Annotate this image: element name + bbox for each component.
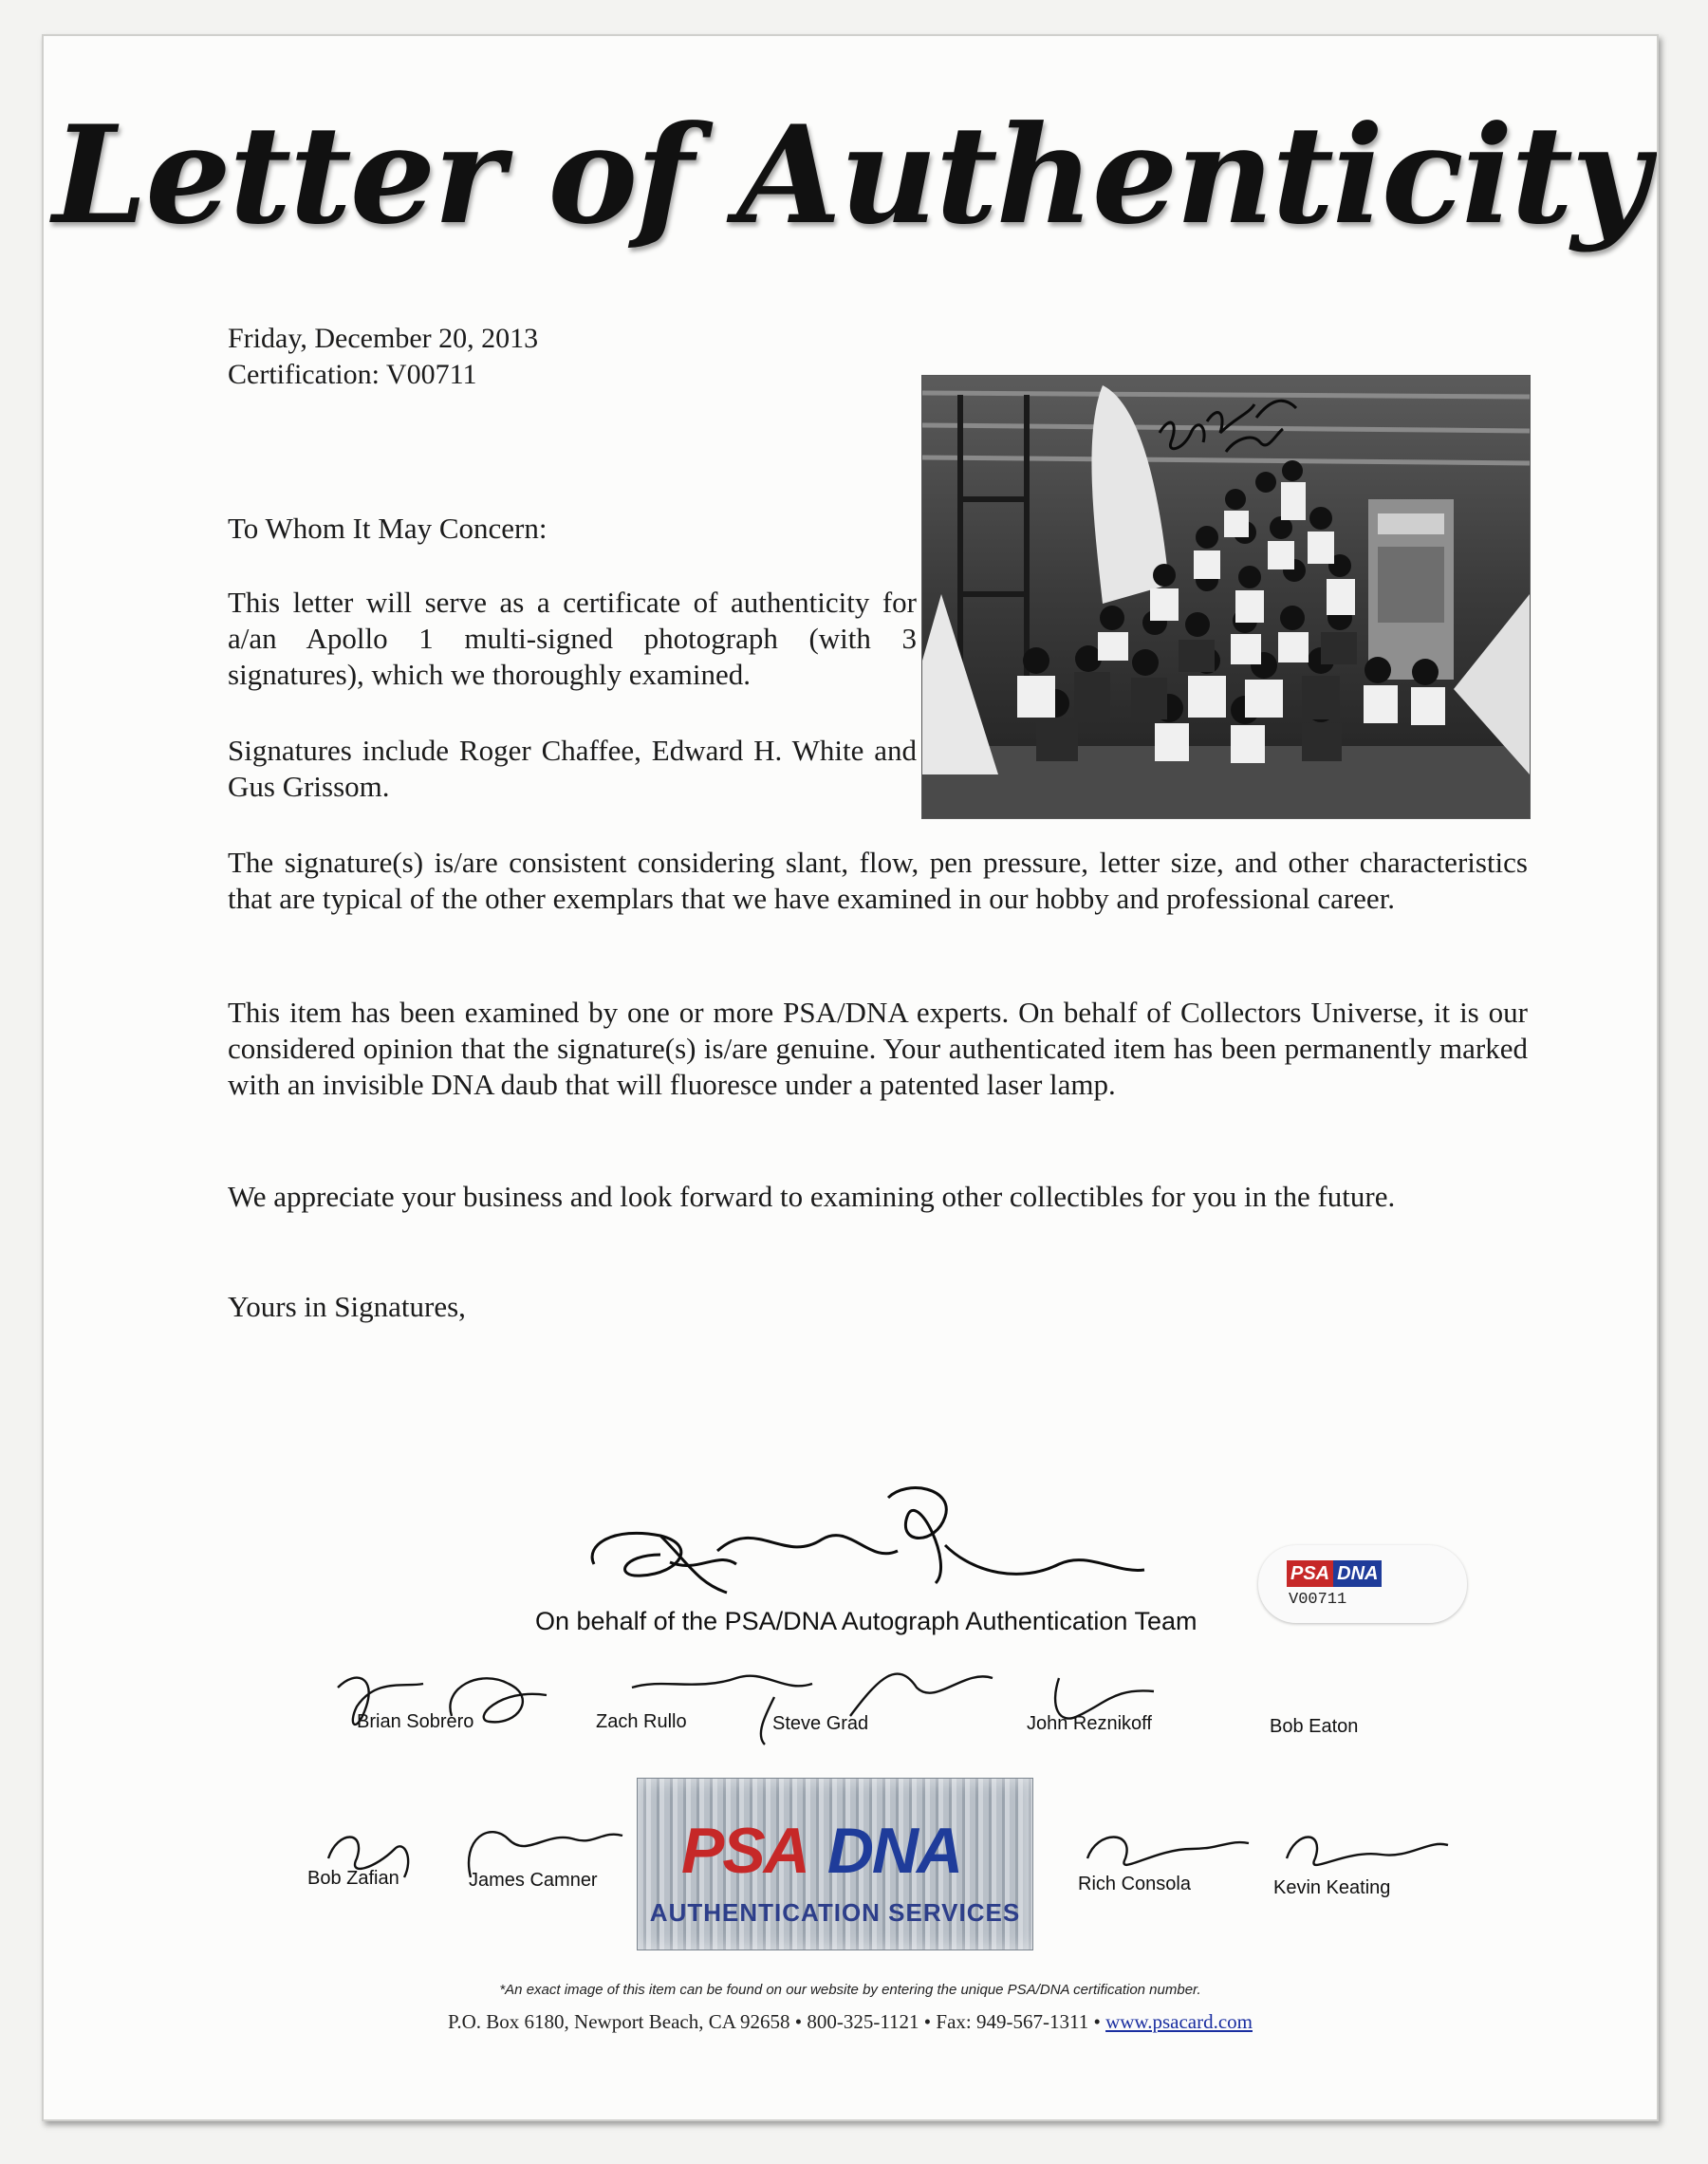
hologram-subtitle: AUTHENTICATION SERVICES xyxy=(649,1898,1021,1927)
footer-address xyxy=(44,2010,1657,2034)
certification-number: Certification: V00711 xyxy=(228,359,477,390)
paragraph-4: This item has been examined by one or more PSA/DNA experts. On behalf of Collectors Universe, it is our considered opinion that the signature(s) is/are genuine. Your authenticated item has been permanently marked with an invisible DNA daub that will fluoresce under a patented laser lamp. xyxy=(228,996,1528,1101)
photograph-image xyxy=(922,376,1530,818)
signer-rich-consola: Rich Consola xyxy=(1078,1874,1191,1894)
signer-kevin-keating: Kevin Keating xyxy=(1273,1877,1391,1898)
signer-bob-zafian: Bob Zafian xyxy=(307,1868,399,1889)
team-line: On behalf of the PSA/DNA Autograph Authentication Team xyxy=(535,1607,1197,1635)
apollo-1-photograph xyxy=(922,376,1530,818)
sticker-dna-text: DNA xyxy=(1333,1560,1382,1587)
closing: Yours in Signatures, xyxy=(228,1290,466,1323)
letter-meta xyxy=(228,321,538,393)
signer-zach-rullo: Zach Rullo xyxy=(596,1711,687,1732)
letter-title: Letter of Authenticity xyxy=(52,97,1648,254)
website-link[interactable]: www.psacard.com xyxy=(1105,2010,1253,2033)
salutation: To Whom It May Concern: xyxy=(228,512,548,545)
main-signature xyxy=(575,1460,1163,1621)
address-text: P.O. Box 6180, Newport Beach, CA 92658 • 800-325-1121 • Fax: 949-567-1311 • xyxy=(448,2010,1106,2033)
paragraph-2: Signatures include Roger Chaffee, Edward H. White and Gus Grissom. xyxy=(228,734,917,803)
hologram-dna-text: DNA xyxy=(826,1815,962,1887)
psa-dna-logo-icon xyxy=(1287,1560,1382,1587)
sticker-psa-text: PSA xyxy=(1287,1560,1333,1587)
team-signatures-row-1 xyxy=(319,1650,1486,1754)
signer-brian-sobrero: Brian Sobrero xyxy=(357,1711,474,1732)
psa-dna-sticker xyxy=(1258,1545,1467,1623)
signer-john-reznikoff: John Reznikoff xyxy=(1027,1713,1152,1734)
paragraph-5: We appreciate your business and look forward to examining other collectibles for you in the future. xyxy=(228,1180,1396,1213)
signer-james-camner: James Camner xyxy=(469,1870,598,1891)
hologram-psa-text: PSA xyxy=(681,1815,808,1887)
sticker-number: V00711 xyxy=(1289,1591,1347,1609)
signer-bob-eaton: Bob Eaton xyxy=(1270,1716,1359,1737)
paragraph-1: This letter will serve as a certificate of authenticity for a/an Apollo 1 multi-signed photograph (with 3 signatures), which we thoroughly examined. xyxy=(228,586,917,691)
letter-date: Friday, December 20, 2013 xyxy=(228,323,539,354)
footnote: *An exact image of this item can be found on our website by entering the unique PSA/DNA certification number. xyxy=(499,1982,1201,1998)
letter-sheet xyxy=(42,34,1659,2121)
paragraph-3: The signature(s) is/are consistent considering slant, flow, pen pressure, letter size, and other characteristics that are typical of the other exemplars that we have examined in our hobby and professional career. xyxy=(228,846,1528,915)
signer-steve-grad: Steve Grad xyxy=(772,1713,869,1734)
